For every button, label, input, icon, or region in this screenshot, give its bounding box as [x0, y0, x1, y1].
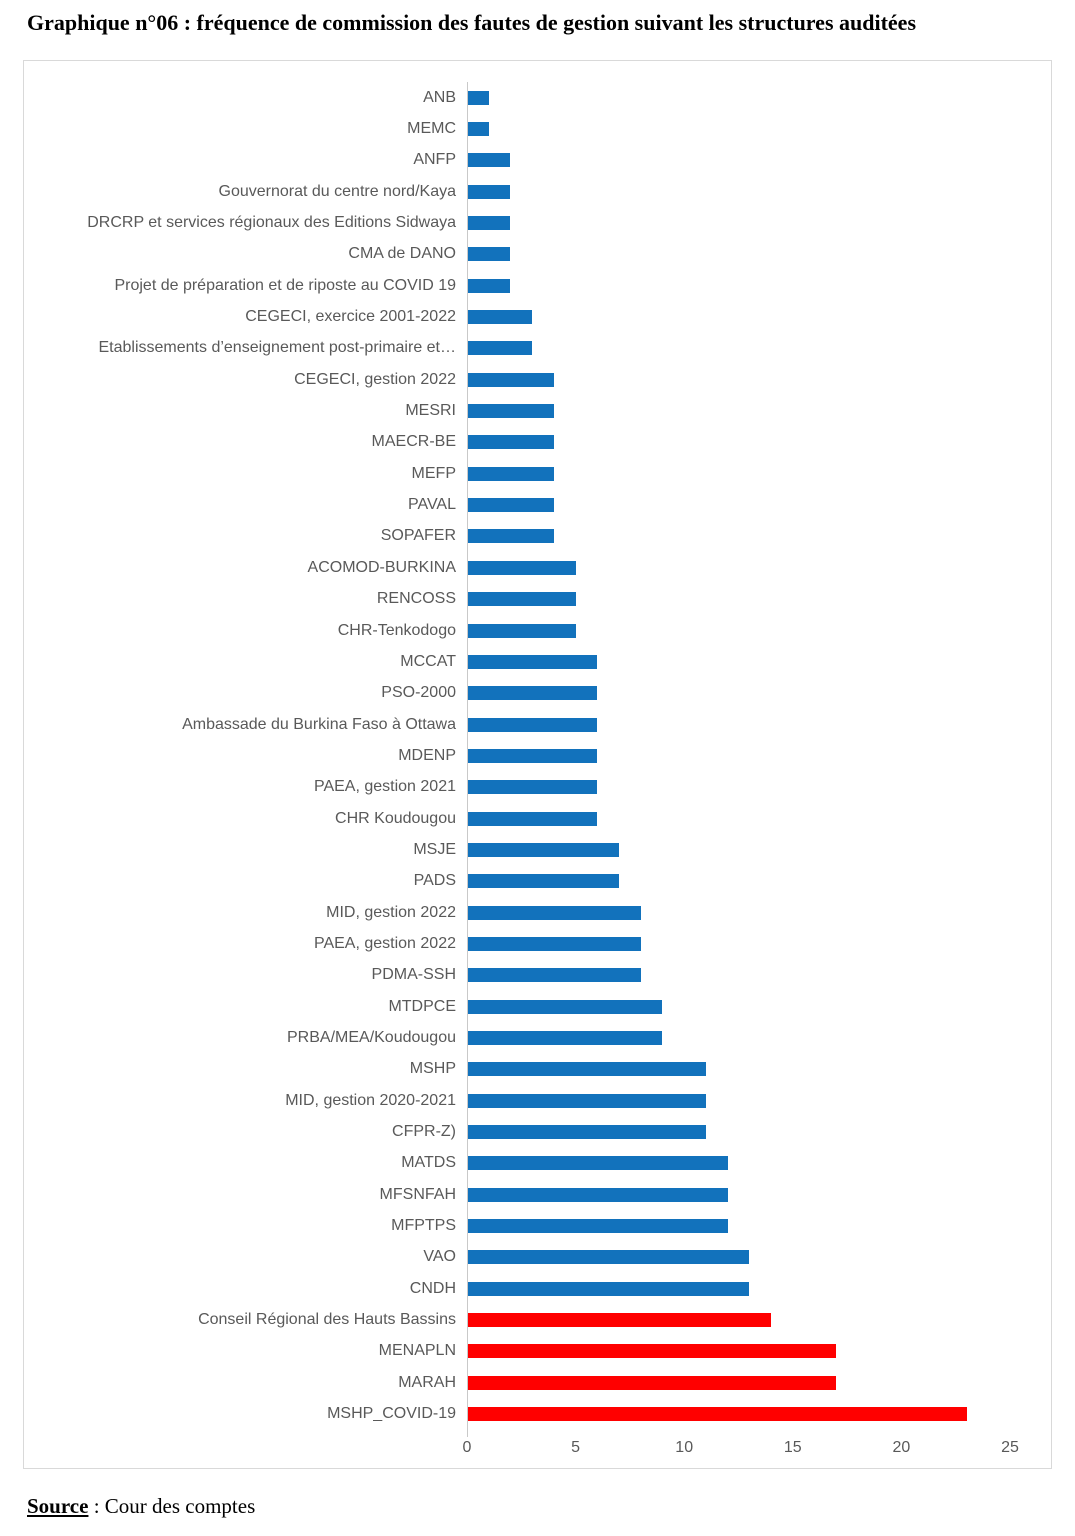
bar [467, 247, 510, 261]
category-label: VAO [423, 1248, 456, 1266]
bar [467, 718, 597, 732]
category-label: RENCOSS [376, 590, 456, 608]
page-title: Graphique n°06 : fréquence de commission des fautes de gestion suivant les structures auditées [27, 10, 917, 35]
category-label: MCCAT [400, 652, 456, 670]
category-label: Projet de préparation et de riposte au COVID 19 [114, 276, 456, 294]
category-label: MTDPCE [388, 997, 456, 1015]
bar [467, 467, 554, 481]
chart-bar-row [24, 270, 1051, 301]
bar [467, 341, 532, 355]
bar [467, 1282, 749, 1296]
category-label: CHR-Tenkodogo [337, 621, 456, 639]
chart-bar-row [24, 740, 1051, 771]
bar [467, 153, 510, 167]
category-label: MENAPLN [378, 1342, 456, 1360]
category-label: MEFP [411, 464, 456, 482]
bar [467, 185, 510, 199]
category-label: CMA de DANO [348, 245, 456, 263]
category-label: CNDH [409, 1279, 456, 1297]
bar [467, 906, 641, 920]
chart-bar-row [24, 176, 1051, 207]
chart-bar-row [24, 145, 1051, 176]
category-label: PRBA/MEA/Koudougou [287, 1028, 456, 1046]
category-label: ACOMOD-BURKINA [307, 558, 456, 576]
bar [467, 1156, 728, 1170]
bar [467, 937, 641, 951]
bar-rows-container [24, 82, 1051, 1430]
x-axis-tick-label: 10 [675, 1439, 694, 1456]
source-text: : Cour des comptes [88, 1494, 256, 1518]
bar [467, 435, 554, 449]
bar [467, 655, 597, 669]
category-label: MFSNFAH [379, 1185, 456, 1203]
category-label: Gouvernorat du centre nord/Kaya [218, 182, 456, 200]
chart-bar-row [24, 82, 1051, 113]
category-label: Etablissements d’enseignement post-primaire et… [98, 339, 456, 357]
chart-bar-row [24, 834, 1051, 865]
bar [467, 1125, 706, 1139]
bar [467, 843, 619, 857]
chart-bar-row [24, 866, 1051, 897]
bar [467, 1000, 662, 1014]
chart-bar-row [24, 1304, 1051, 1335]
chart-bar-row [24, 646, 1051, 677]
chart-bar-row [24, 615, 1051, 646]
category-label: MID, gestion 2022 [326, 903, 456, 921]
chart-bar-row [24, 552, 1051, 583]
bar [467, 1344, 836, 1358]
bar [467, 91, 489, 105]
x-axis-tick-label: 5 [571, 1439, 581, 1456]
category-label: MARAH [398, 1373, 456, 1391]
x-axis-zero-tick [467, 1431, 468, 1437]
chart-bar-row [24, 1022, 1051, 1053]
bar [467, 1031, 662, 1045]
bar [467, 404, 554, 418]
category-label: PDMA-SSH [371, 966, 456, 984]
source-label: Source [27, 1494, 89, 1518]
category-label: CFPR-Z) [392, 1123, 456, 1141]
chart-bar-row [24, 960, 1051, 991]
chart-bar-row [24, 207, 1051, 238]
category-label: PADS [413, 872, 456, 890]
category-label: PAEA, gestion 2022 [313, 934, 456, 952]
bar [467, 1407, 967, 1421]
chart-bar-row [24, 1336, 1051, 1367]
bar [467, 624, 576, 638]
x-axis-tick-label: 15 [783, 1439, 802, 1456]
chart-bar-row [24, 772, 1051, 803]
bar [467, 1376, 836, 1390]
chart-bar-row [24, 427, 1051, 458]
chart-bar-row [24, 1179, 1051, 1210]
chart-bar-row [24, 458, 1051, 489]
bar [467, 561, 576, 575]
chart-bar-row [24, 584, 1051, 615]
category-label: MEMC [407, 120, 456, 138]
category-label: MATDS [401, 1154, 456, 1172]
category-label: PAEA, gestion 2021 [313, 778, 456, 796]
bar [467, 216, 510, 230]
chart-bar-row [24, 1398, 1051, 1429]
category-label: CEGECI, exercice 2001-2022 [245, 308, 456, 326]
bar [467, 686, 597, 700]
chart-bar-row [24, 803, 1051, 834]
bar [467, 968, 641, 982]
chart-bar-row [24, 1148, 1051, 1179]
chart-bar-row [24, 395, 1051, 426]
bar [467, 122, 489, 136]
bar [467, 812, 597, 826]
category-label: MDENP [398, 746, 456, 764]
chart-bar-row [24, 364, 1051, 395]
chart-bar-row [24, 678, 1051, 709]
category-label: CHR Koudougou [335, 809, 456, 827]
category-label: MSHP_COVID-19 [327, 1405, 456, 1423]
chart-bar-row [24, 113, 1051, 144]
x-axis-tick-labels [24, 1439, 1051, 1461]
x-axis-tick-label: 25 [1001, 1439, 1019, 1456]
bar [467, 780, 597, 794]
bar [467, 373, 554, 387]
chart-bar-row [24, 991, 1051, 1022]
bar [467, 592, 576, 606]
category-label: MID, gestion 2020-2021 [285, 1091, 456, 1109]
x-axis-tick-label: 0 [462, 1439, 472, 1456]
category-label: MSJE [413, 840, 456, 858]
bar [467, 1094, 706, 1108]
source-line [27, 1494, 255, 1519]
category-label: ANB [423, 88, 456, 106]
bar [467, 1250, 749, 1264]
category-label: Conseil Régional des Hauts Bassins [198, 1311, 456, 1329]
chart-bar-row [24, 928, 1051, 959]
bar [467, 529, 554, 543]
category-label: PSO-2000 [381, 684, 456, 702]
category-label: PAVAL [407, 496, 456, 514]
bar [467, 1062, 706, 1076]
chart-bar-row [24, 1116, 1051, 1147]
category-label: MESRI [405, 402, 456, 420]
chart-bar-row [24, 1367, 1051, 1398]
chart-bar-row [24, 1085, 1051, 1116]
category-label: MAECR-BE [371, 433, 456, 451]
bar [467, 1219, 728, 1233]
x-axis-tick-label: 20 [892, 1439, 911, 1456]
category-label: ANFP [413, 151, 456, 169]
category-label: CEGECI, gestion 2022 [294, 370, 456, 388]
chart-bar-row [24, 1242, 1051, 1273]
bar [467, 310, 532, 324]
category-label: MFPTPS [391, 1217, 456, 1235]
bar [467, 498, 554, 512]
bar [467, 749, 597, 763]
chart-bar-row [24, 1273, 1051, 1304]
chart-bar-row [24, 521, 1051, 552]
chart-bar-row [24, 709, 1051, 740]
chart-bar-row [24, 1210, 1051, 1241]
y-axis-line [467, 82, 468, 1431]
category-label: MSHP [409, 1060, 456, 1078]
category-label: DRCRP et services régionaux des Editions Sidwaya [87, 214, 456, 232]
bar [467, 1188, 728, 1202]
bar [467, 874, 619, 888]
bar [467, 279, 510, 293]
bar-chart [23, 60, 1052, 1469]
chart-bar-row [24, 897, 1051, 928]
chart-bar-row [24, 301, 1051, 332]
category-label: SOPAFER [380, 527, 456, 545]
chart-bar-row [24, 239, 1051, 270]
category-label: Ambassade du Burkina Faso à Ottawa [182, 715, 456, 733]
chart-bar-row [24, 489, 1051, 520]
chart-bar-row [24, 333, 1051, 364]
bar [467, 1313, 771, 1327]
chart-bar-row [24, 1054, 1051, 1085]
